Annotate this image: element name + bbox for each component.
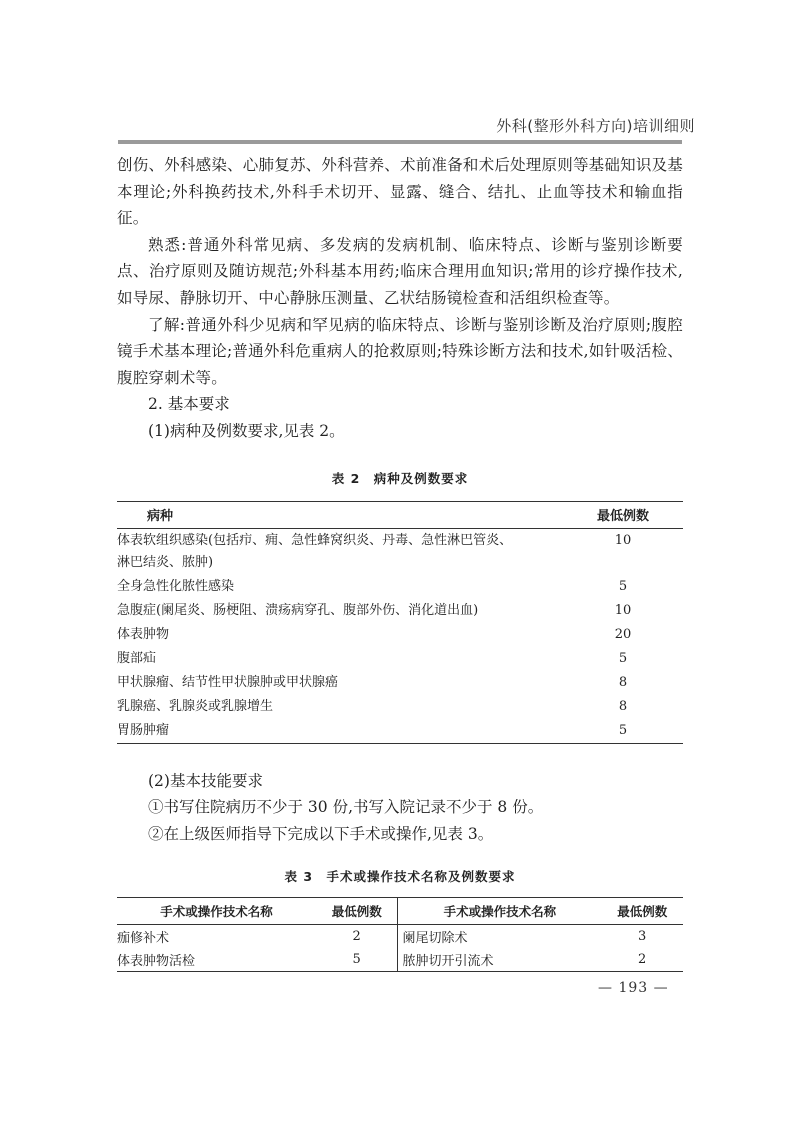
table-row (117, 695, 683, 719)
header-rule (118, 140, 682, 144)
table2-cell-count: 5 (618, 650, 628, 666)
table3-header-count-right: 最低例数 (601, 898, 683, 925)
table2-header-min-count: 最低例数 (563, 501, 683, 528)
table3 (117, 897, 683, 972)
table2-caption: 表 2 病种及例数要求 (331, 470, 469, 486)
subsection-basic-skills: (2)基本技能要求 (148, 771, 263, 790)
table-row (117, 575, 683, 599)
table3-cell-procedure: 脓肿切开引流术 (402, 954, 494, 970)
table2-cell-count: 5 (618, 578, 628, 594)
table3-header-row (117, 898, 683, 925)
table-row (117, 623, 683, 647)
table-row (117, 948, 683, 972)
table2-cell-disease: 体表软组织感染(包括疖、痈、急性蜂窝织炎、丹毒、急性淋巴管炎、淋巴结炎、脓肿) (117, 532, 513, 570)
table2-cell-disease: 急腹症(阑尾炎、肠梗阻、溃疡病穿孔、腹部外伤、消化道出血) (117, 602, 479, 618)
table2-header-disease: 病种 (117, 501, 563, 528)
paragraph-familiar: 熟悉:普通外科常见病、多发病的发病机制、临床特点、诊断与鉴别诊断要点、治疗原则及随访规范;外科基本用药;临床合理用血知识;常用的诊疗操作技术,如导尿、静脉切开、中心静脉压测量、乙状结肠镜检查和活组织检查等。 (117, 235, 683, 307)
table-row (117, 599, 683, 623)
table2-cell-count: 20 (614, 626, 632, 642)
table2 (117, 501, 683, 744)
table3-cell-count: 2 (638, 952, 647, 968)
table2-cell-count: 10 (614, 602, 632, 618)
running-header: 外科(整形外科方向)培训细则 (496, 117, 695, 135)
table-row (117, 719, 683, 744)
table2-cell-disease: 甲状腺瘤、结节性甲状腺肿或甲状腺癌 (117, 674, 339, 690)
table3-cell-procedure: 体表肿物活检 (117, 954, 196, 970)
table3-header-procedure-left: 手术或操作技术名称 (117, 898, 316, 925)
subsection-disease-requirements: (1)病种及例数要求,见表 2。 (148, 421, 345, 440)
table3-cell-procedure: 痂修补术 (117, 931, 170, 947)
table2-cell-disease: 体表肿物 (117, 626, 170, 642)
page-number: — 193 — (598, 980, 669, 996)
table2-cell-count: 8 (618, 698, 628, 714)
table3-header-procedure-right: 手术或操作技术名称 (398, 898, 601, 925)
table2-cell-disease: 腹部疝 (117, 650, 157, 666)
table2-cell-disease: 胃肠肿瘤 (117, 722, 170, 738)
table3-cell-procedure: 阑尾切除术 (402, 931, 468, 947)
page-content (117, 152, 683, 972)
table2-cell-disease: 乳腺癌、乳腺炎或乳腺增生 (117, 698, 274, 714)
skill-item-operations: ②在上级医师指导下完成以下手术或操作,见表 3。 (148, 824, 494, 843)
table3-cell-count: 5 (316, 948, 398, 972)
table-row (117, 925, 683, 949)
paragraph-understand: 了解:普通外科少见病和罕见病的临床特点、诊断与鉴别诊断及治疗原则;腹腔镜手术基本理论;普通外科危重病人的抢救原则;特殊诊断方法和技术,如针吸活检、腹腔穿刺术等。 (117, 315, 683, 387)
table2-cell-count: 5 (618, 722, 628, 738)
section-heading-basic-requirements: 2. 基本要求 (148, 395, 230, 414)
table3-header-count-left: 最低例数 (316, 898, 398, 925)
table3-cell-count: 2 (316, 925, 398, 949)
table-row (117, 671, 683, 695)
table2-header-row (117, 501, 683, 528)
table2-cell-count: 10 (614, 532, 632, 548)
table3-cell-count: 3 (638, 929, 647, 945)
skill-item-records: ①书写住院病历不少于 30 份,书写入院记录不少于 8 份。 (148, 798, 544, 817)
table3-caption: 表 3 手术或操作技术名称及例数要求 (284, 869, 516, 885)
table2-cell-count: 8 (618, 674, 628, 690)
table-row (117, 647, 683, 671)
table2-cell-disease: 全身急性化脓性感染 (117, 578, 235, 594)
paragraph-basic-knowledge: 创伤、外科感染、心肺复苏、外科营养、术前准备和术后处理原则等基础知识及基本理论;外科换药技术,外科手术切开、显露、缝合、结扎、止血等技术和输血指征。 (117, 156, 683, 228)
table-row (117, 528, 683, 575)
